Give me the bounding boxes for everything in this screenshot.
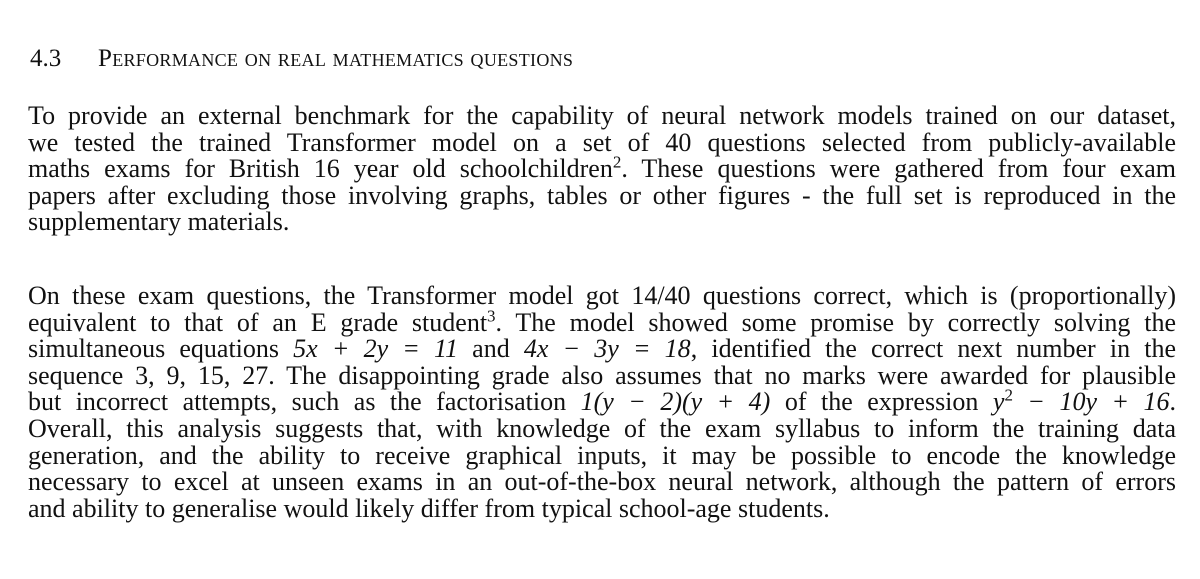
text-segment: sequence <box>28 360 136 390</box>
paragraph-line <box>28 385 1176 417</box>
paragraph-line: necessary to excel at unseen exams in an out-of-the-box neural network, although the pattern of errors <box>28 467 1176 497</box>
paragraph-line: we tested the trained Transformer model on a set of 40 questions selected from publicly-available <box>28 127 1176 157</box>
paragraph-line: supplementary materials. <box>28 207 290 237</box>
text-segment: but incorrect attempts, such as the factorisation <box>28 387 581 417</box>
text-segment: . The disappointing grade also assumes that no marks were awarded for plausible <box>268 360 1176 390</box>
equation-1: 5x + 2y = 11 <box>293 334 459 364</box>
paragraph-line <box>28 305 1176 337</box>
text-segment: equivalent to that of an E grade student <box>28 307 488 337</box>
cropped-previous-line <box>0 0 1200 4</box>
footnote-marker: 3 <box>487 305 496 325</box>
paragraph-line: To provide an external benchmark for the capability of neural network models trained on our dataset, <box>28 101 1176 130</box>
paragraph-results <box>28 283 1176 522</box>
expression-variable: y <box>992 387 1005 417</box>
section-title: Performance on real mathematics questions <box>98 45 574 72</box>
text-segment: and <box>458 334 524 364</box>
footnote-marker: 2 <box>612 152 622 172</box>
paragraph-line <box>28 152 1176 184</box>
text-segment: . These questions were gathered from four exam <box>621 154 1176 184</box>
text-segment: of the expression <box>770 387 993 417</box>
paragraph-line: On these exam questions, the Transformer model got 14/40 questions correct, which is (proportionally) <box>28 281 1176 310</box>
text-segment: maths exams for British 16 year old schoolchildren <box>28 154 613 184</box>
text-segment: , identified the correct next number in the <box>690 334 1176 364</box>
number-sequence: 3, 9, 15, 27 <box>135 360 269 390</box>
section-heading <box>30 44 573 74</box>
section-number: 4.3 <box>30 45 62 72</box>
paragraph-benchmark <box>28 103 1176 236</box>
paragraph-line: papers after excluding those involving graphs, tables or other figures - the full set is reproduced in the <box>28 180 1176 210</box>
factorisation: 1(y − 2)(y + 4) <box>580 387 771 417</box>
paragraph-line <box>28 336 1176 363</box>
equation-2: 4x − 3y = 18 <box>523 334 691 364</box>
text-segment: simultaneous equations <box>28 334 294 364</box>
exponent: 2 <box>1004 385 1013 405</box>
paragraph-line: Overall, this analysis suggests that, with knowledge of the exam syllabus to inform the training data <box>28 413 1176 443</box>
text-segment: . The model showed some promise by correctly solving the <box>495 307 1176 337</box>
paragraph-line: generation, and the ability to receive graphical inputs, it may be possible to encode the knowledge <box>28 440 1176 470</box>
paragraph-line: and ability to generalise would likely differ from typical school-age students. <box>28 493 830 523</box>
text-segment: . <box>1169 387 1176 417</box>
expression-rest: − 10y + 16 <box>1012 387 1170 417</box>
